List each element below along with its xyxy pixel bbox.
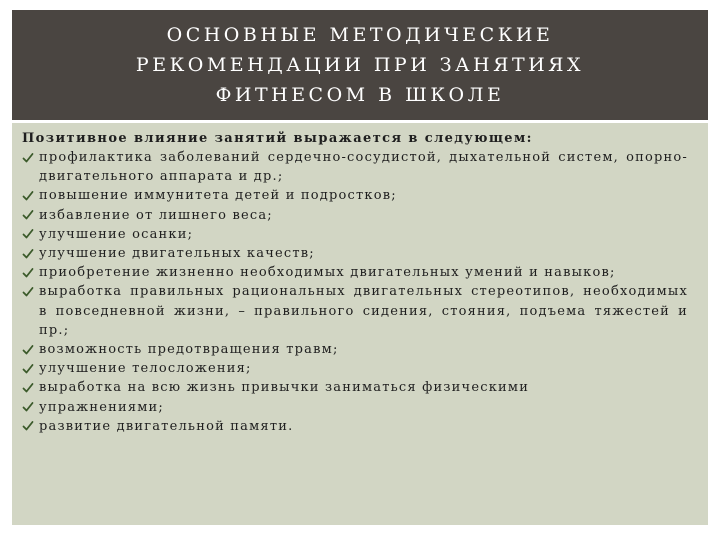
list-item-text: возможность предотвращения травм; <box>39 342 339 358</box>
checkmark-icon <box>22 206 36 225</box>
list-item-text: профилактика заболеваний сердечно-сосудистой, дыхательной систем, опорно-двигательного аппарата и др.; <box>39 150 688 185</box>
list-item <box>22 148 688 186</box>
checkmark-icon <box>22 148 36 167</box>
benefits-list <box>22 148 688 436</box>
list-item-text: развитие двигательной памяти. <box>39 418 294 434</box>
list-item <box>22 282 688 340</box>
list-item-text: выработка на всю жизнь привычки заниматься физическими <box>39 380 530 396</box>
list-item <box>22 244 688 263</box>
list-item <box>22 378 688 397</box>
list-item <box>22 340 688 359</box>
list-item-text: улучшение осанки; <box>39 226 194 242</box>
list-item <box>22 206 688 225</box>
list-item <box>22 398 688 417</box>
checkmark-icon <box>22 340 36 359</box>
list-item <box>22 225 688 244</box>
checkmark-icon <box>22 263 36 282</box>
checkmark-icon <box>22 186 36 205</box>
intro-text: Позитивное влияние занятий выражается в следующем: <box>22 131 533 146</box>
checkmark-icon <box>22 282 36 301</box>
list-item-text: избавление от лишнего веса; <box>39 207 273 223</box>
checkmark-icon <box>22 378 36 397</box>
list-item-text: улучшение телосложения; <box>39 361 252 377</box>
list-item-text: повышение иммунитета детей и подростков; <box>39 188 397 204</box>
checkmark-icon <box>22 225 36 244</box>
content-panel <box>12 123 708 525</box>
list-item <box>22 186 688 205</box>
list-item <box>22 263 688 282</box>
checkmark-icon <box>22 398 36 417</box>
checkmark-icon <box>22 417 36 436</box>
list-item <box>22 359 688 378</box>
list-item <box>22 417 688 436</box>
slide-title: ОСНОВНЫЕ МЕТОДИЧЕСКИЕ РЕКОМЕНДАЦИИ ПРИ ЗАНЯТИЯХ ФИТНЕСОМ В ШКОЛЕ <box>135 24 585 106</box>
list-item-text: приобретение жизненно необходимых двигательных умений и навыков; <box>39 265 616 281</box>
list-item-text: выработка правильных рациональных двигательных стереотипов, необходимых в повседневной жизни, – правильного сидения, стояния, подъема тяжестей и пр.; <box>39 284 688 338</box>
list-item-text: упражнениями; <box>39 399 164 415</box>
checkmark-icon <box>22 244 36 263</box>
title-bar <box>12 10 708 120</box>
checkmark-icon <box>22 359 36 378</box>
list-item-text: улучшение двигательных качеств; <box>39 246 315 262</box>
